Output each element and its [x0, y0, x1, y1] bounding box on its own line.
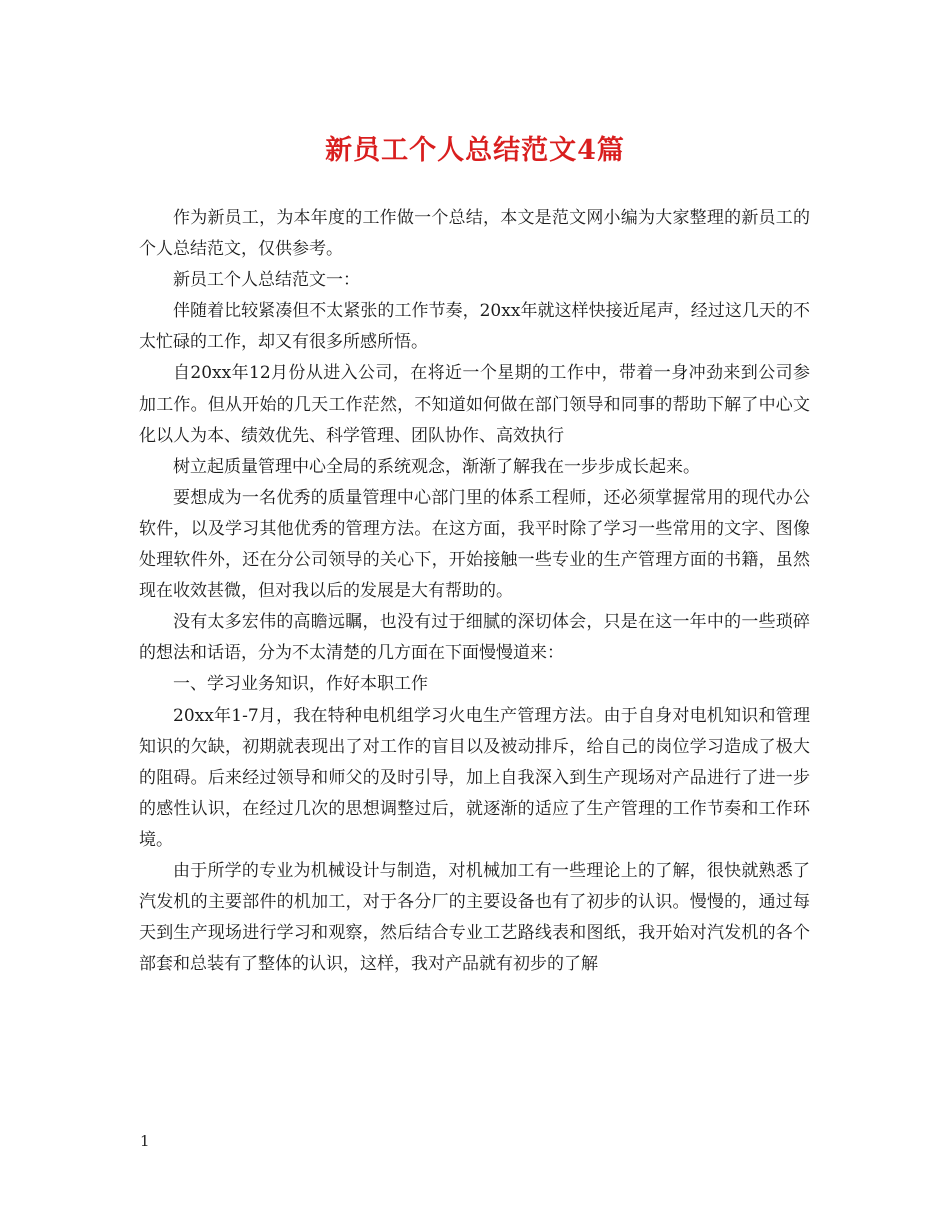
- paragraph: 没有太多宏伟的高瞻远瞩，也没有过于细腻的深切体会，只是在这一年中的一些琐碎的想法和话语，分为不太清楚的几方面在下面慢慢道来：: [139, 612, 810, 664]
- paragraph: 要想成为一名优秀的质量管理中心部门里的体系工程师，还必须掌握常用的现代办公软件，以及学习其他优秀的管理方法。在这方面，我平时除了学习一些常用的文字、图像处理软件外，还在分公司领导的关心下，开始接触一些专业的生产管理方面的书籍，虽然现在收效甚微，但对我以后的发展是大有帮助的。: [139, 487, 810, 602]
- section-heading: 一、学习业务知识，作好本职工作: [173, 674, 428, 695]
- paragraph: 自20xx年12月份从进入公司，在将近一个星期的工作中，带着一身冲劲来到公司参加工作。但从开始的几天工作茫然，不知道如何做在部门领导和同事的帮助下解了中心文化以人为本、绩效优先、科学管理、团队协作、高效执行: [139, 363, 810, 446]
- paragraph: 由于所学的专业为机械设计与制造，对机械加工有一些理论上的了解，很快就熟悉了汽发机的主要部件的机加工，对于各分厂的主要设备也有了初步的认识。慢慢的，通过每天到生产现场进行学习和观察，然后结合专业工艺路线表和图纸，我开始对汽发机的各个部套和总装有了整体的认识，这样，我对产品就有初步的了解: [139, 860, 810, 975]
- section-heading: 新员工个人总结范文一：: [173, 270, 360, 291]
- page-number: 1: [140, 1132, 150, 1150]
- document-body: [139, 203, 810, 980]
- paragraph: 作为新员工，为本年度的工作做一个总结，本文是范文网小编为大家整理的新员工的个人总结范文，仅供参考。: [139, 208, 810, 260]
- paragraph: 树立起质量管理中心全局的系统观念，渐渐了解我在一步步成长起来。: [173, 456, 700, 477]
- paragraph: 伴随着比较紧凑但不太紧张的工作节奏，20xx年就这样快接近尾声，经过这几天的不太忙碌的工作，却又有很多所感所悟。: [139, 301, 810, 353]
- paragraph: 20xx年1-7月，我在特种电机组学习火电生产管理方法。由于自身对电机知识和管理知识的欠缺，初期就表现出了对工作的盲目以及被动排斥，给自己的岗位学习造成了极大的阻碍。后来经过领导和师父的及时引导，加上自我深入到生产现场对产品进行了进一步的感性认识，在经过几次的思想调整过后，就逐渐的适应了生产管理的工作节奏和工作环境。: [139, 705, 810, 850]
- document-title: 新员工个人总结范文4篇: [325, 135, 625, 166]
